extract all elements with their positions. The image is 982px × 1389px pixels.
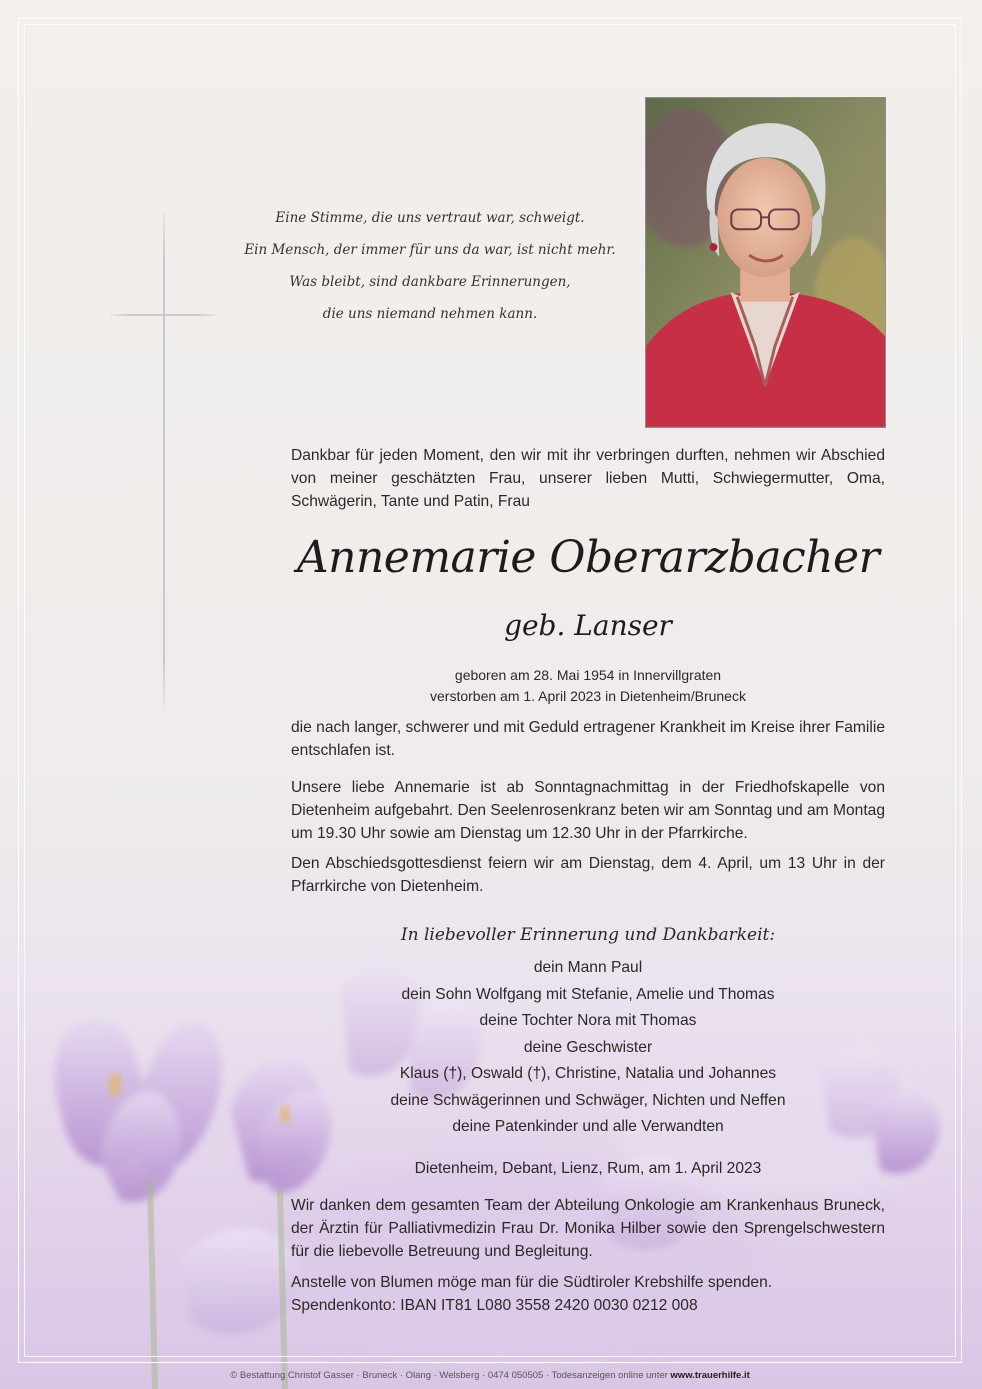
poem-line: Was bleibt, sind dankbare Erinnerungen, xyxy=(289,274,571,290)
portrait-image xyxy=(646,98,885,427)
wake-info-text: Unsere liebe Annemarie ist ab Sonntagnachmittag in der Friedhofskapelle von Dietenheim aufgebahrt. Den Seelenrosenkranz beten wir am Sonntag und am Montag um 19.30 Uhr sowie am Dienstag um 12.30 Uhr in der Pfarrkirche. xyxy=(291,779,885,842)
poem-line: die uns niemand nehmen kann. xyxy=(322,306,538,322)
family-member: Klaus (†), Oswald (†), Christine, Natalia und Johannes xyxy=(399,1065,777,1082)
death-date: verstorben am 1. April 2023 in Dietenheim/Bruneck xyxy=(430,688,746,704)
thanks-text: Wir danken dem gesamten Team der Abteilung Onkologie am Krankenhaus Bruneck, der Ärztin für Palliativmedizin Frau Dr. Monika Hilber sowie den Sprengelschwestern für die liebevolle Betreuung und Begleitung. xyxy=(291,1197,885,1260)
donation-info xyxy=(291,1271,885,1317)
passing-text: die nach langer, schwerer und mit Geduld ertragener Krankheit im Kreise ihrer Familie entschlafen ist. xyxy=(291,719,885,759)
cross-horizontal-beam xyxy=(110,314,216,316)
deceased-name: Annemarie Oberarzbacher xyxy=(296,532,880,583)
birth-name: geb. Lanser xyxy=(504,609,672,642)
donation-account: Spendenkonto: IBAN IT81 L080 3558 2420 0030 0212 008 xyxy=(291,1297,698,1314)
memory-heading: In liebevoller Erinnerung und Dankbarkeit: xyxy=(400,925,776,945)
footer xyxy=(24,1370,956,1381)
birth-date: geboren am 28. Mai 1954 in Innervillgraten xyxy=(454,667,722,683)
family-member: deine Patenkinder und alle Verwandten xyxy=(452,1118,724,1135)
family-member: dein Mann Paul xyxy=(533,959,643,976)
portrait-photo xyxy=(645,97,886,428)
memorial-poem xyxy=(230,202,630,330)
intro-text: Dankbar für jeden Moment, den wir mit ihr verbringen durften, nehmen wir Abschied von meiner geschätzten Frau, unserer lieben Mutti, Schwiegermutter, Oma, Schwägerin, Tante und Patin, Frau xyxy=(291,447,885,510)
place-date: Dietenheim, Debant, Lienz, Rum, am 1. April 2023 xyxy=(414,1160,762,1177)
footer-link[interactable]: www.trauerhilfe.it xyxy=(670,1370,750,1381)
family-member: dein Sohn Wolfgang mit Stefanie, Amelie und Thomas xyxy=(401,985,775,1003)
poem-line: Eine Stimme, die uns vertraut war, schweigt. xyxy=(275,210,585,226)
family-list xyxy=(291,955,885,1141)
footer-text: © Bestattung Christof Gasser · Bruneck · Olang · Welsberg · 0474 050505 · Todesanzeigen online unter xyxy=(230,1370,671,1381)
cross-vertical-beam xyxy=(163,212,165,710)
family-member: deine Tochter Nora mit Thomas xyxy=(479,1012,697,1029)
family-member: deine Schwägerinnen und Schwäger, Nichten und Neffen xyxy=(390,1091,786,1109)
donation-request: Anstelle von Blumen möge man für die Südtiroler Krebshilfe spenden. xyxy=(291,1274,773,1291)
life-dates xyxy=(291,665,885,707)
poem-line: Ein Mensch, der immer für uns da war, ist nicht mehr. xyxy=(244,242,616,258)
family-member: deine Geschwister xyxy=(523,1038,653,1056)
funeral-info-text: Den Abschiedsgottesdienst feiern wir am Dienstag, dem 4. April, um 13 Uhr in der Pfarrkirche von Dietenheim. xyxy=(291,855,885,895)
